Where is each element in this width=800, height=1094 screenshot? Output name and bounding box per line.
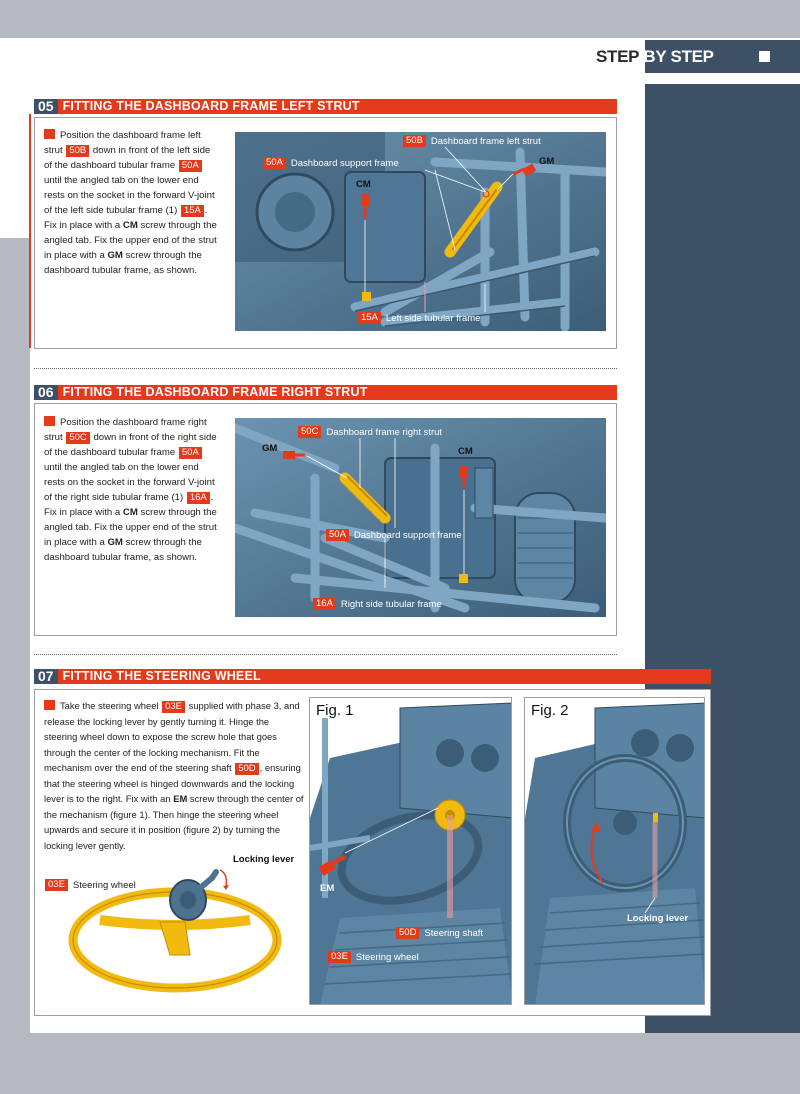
screw-label-gm: GM [262,443,278,454]
label-left-tubular-frame: 15A Left side tubular frame [357,312,480,324]
section-number: 07 [34,669,58,684]
label-steering-wheel-fig1: 03E Steering wheel [327,951,419,963]
bullet-icon [44,129,55,139]
label-right-tubular-frame: 16A Right side tubular frame [312,598,442,610]
divider [34,368,617,369]
top-band [0,0,800,38]
section-05-header [34,99,617,114]
label-steering-wheel: 03E Steering wheel [44,879,136,891]
section-06-illustration [235,418,606,617]
figure-2-illustration [525,698,705,1005]
section-05-redline [29,114,31,348]
label-right-strut: 50C Dashboard frame right strut [297,426,442,438]
section-number: 05 [34,99,58,114]
section-title: FITTING THE STEERING WHEEL [58,669,711,684]
left-grey-band [0,238,30,1033]
figure-1-label: Fig. 1 [316,702,354,719]
screw-label-gm: GM [539,156,555,167]
label-left-strut: 50B Dashboard frame left strut [402,135,541,147]
label-support-frame: 50A Dashboard support frame [262,157,399,169]
section-06-header [34,385,617,400]
screw-label-cm: CM [356,179,371,190]
label-locking-lever-fig2: Locking lever [627,913,689,924]
header-square-icon [759,51,770,62]
page-title: STEP BY STEP [596,47,714,66]
section-07-text: Take the steering wheel 03E supplied with phase 3, and release the locking lever by gently turning it. Hinge the steering wheel down to expose the screw hole that goes through the center of the locking mechanism. Fit the mechanism over the end of the steering shaft 50D , ensuring that the steering wheel is hinged downwards and the locking lever is to the right. Fix with an EM screw through the center of the mechanism (figure 1). Then hinge the steering wheel upwards and secure it in position (figure 2) by turning the locking lever gently. [44,700,304,851]
screw-label-cm: CM [458,446,473,457]
section-07-header [34,669,711,684]
bullet-icon [44,416,55,426]
section-number: 06 [34,385,58,400]
figure-2-label: Fig. 2 [531,702,569,719]
figure-2 [524,697,705,1005]
bullet-icon [44,700,55,710]
section-title: FITTING THE DASHBOARD FRAME RIGHT STRUT [58,385,617,400]
label-support-frame: 50A Dashboard support frame [325,529,462,541]
screw-label-em: EM [320,883,335,894]
divider [34,654,617,655]
section-06-text: Position the dashboard frame right strut 50C down in front of the right side of the dashboard tubular frame 50A until the angled tab on the lower end rests on the socket in the forward V-joint of the right side tubular frame (1) 16A . Fix in place with a CM screw through the angled tab. Fix the upper end of the strut in place with a GM screw through the dashboard tubular frame, as shown. [44,417,217,563]
label-steering-shaft: 50D Steering shaft [395,927,483,939]
label-locking-lever: Locking lever [233,854,295,865]
frame-illustration-right [235,418,606,617]
section-05-text: Position the dashboard frame left strut 50B down in front of the left side of the dashboard tubular frame 50A until the angled tab on the lower end rests on the socket in the forward V-joint of the left side tubular frame (1) 15A . Fix in place with a CM screw through the angled tab. Fix the upper end of the strut in place with a GM screw through the dashboard tubular frame, as shown. [44,130,217,276]
section-title: FITTING THE DASHBOARD FRAME LEFT STRUT [58,99,617,114]
